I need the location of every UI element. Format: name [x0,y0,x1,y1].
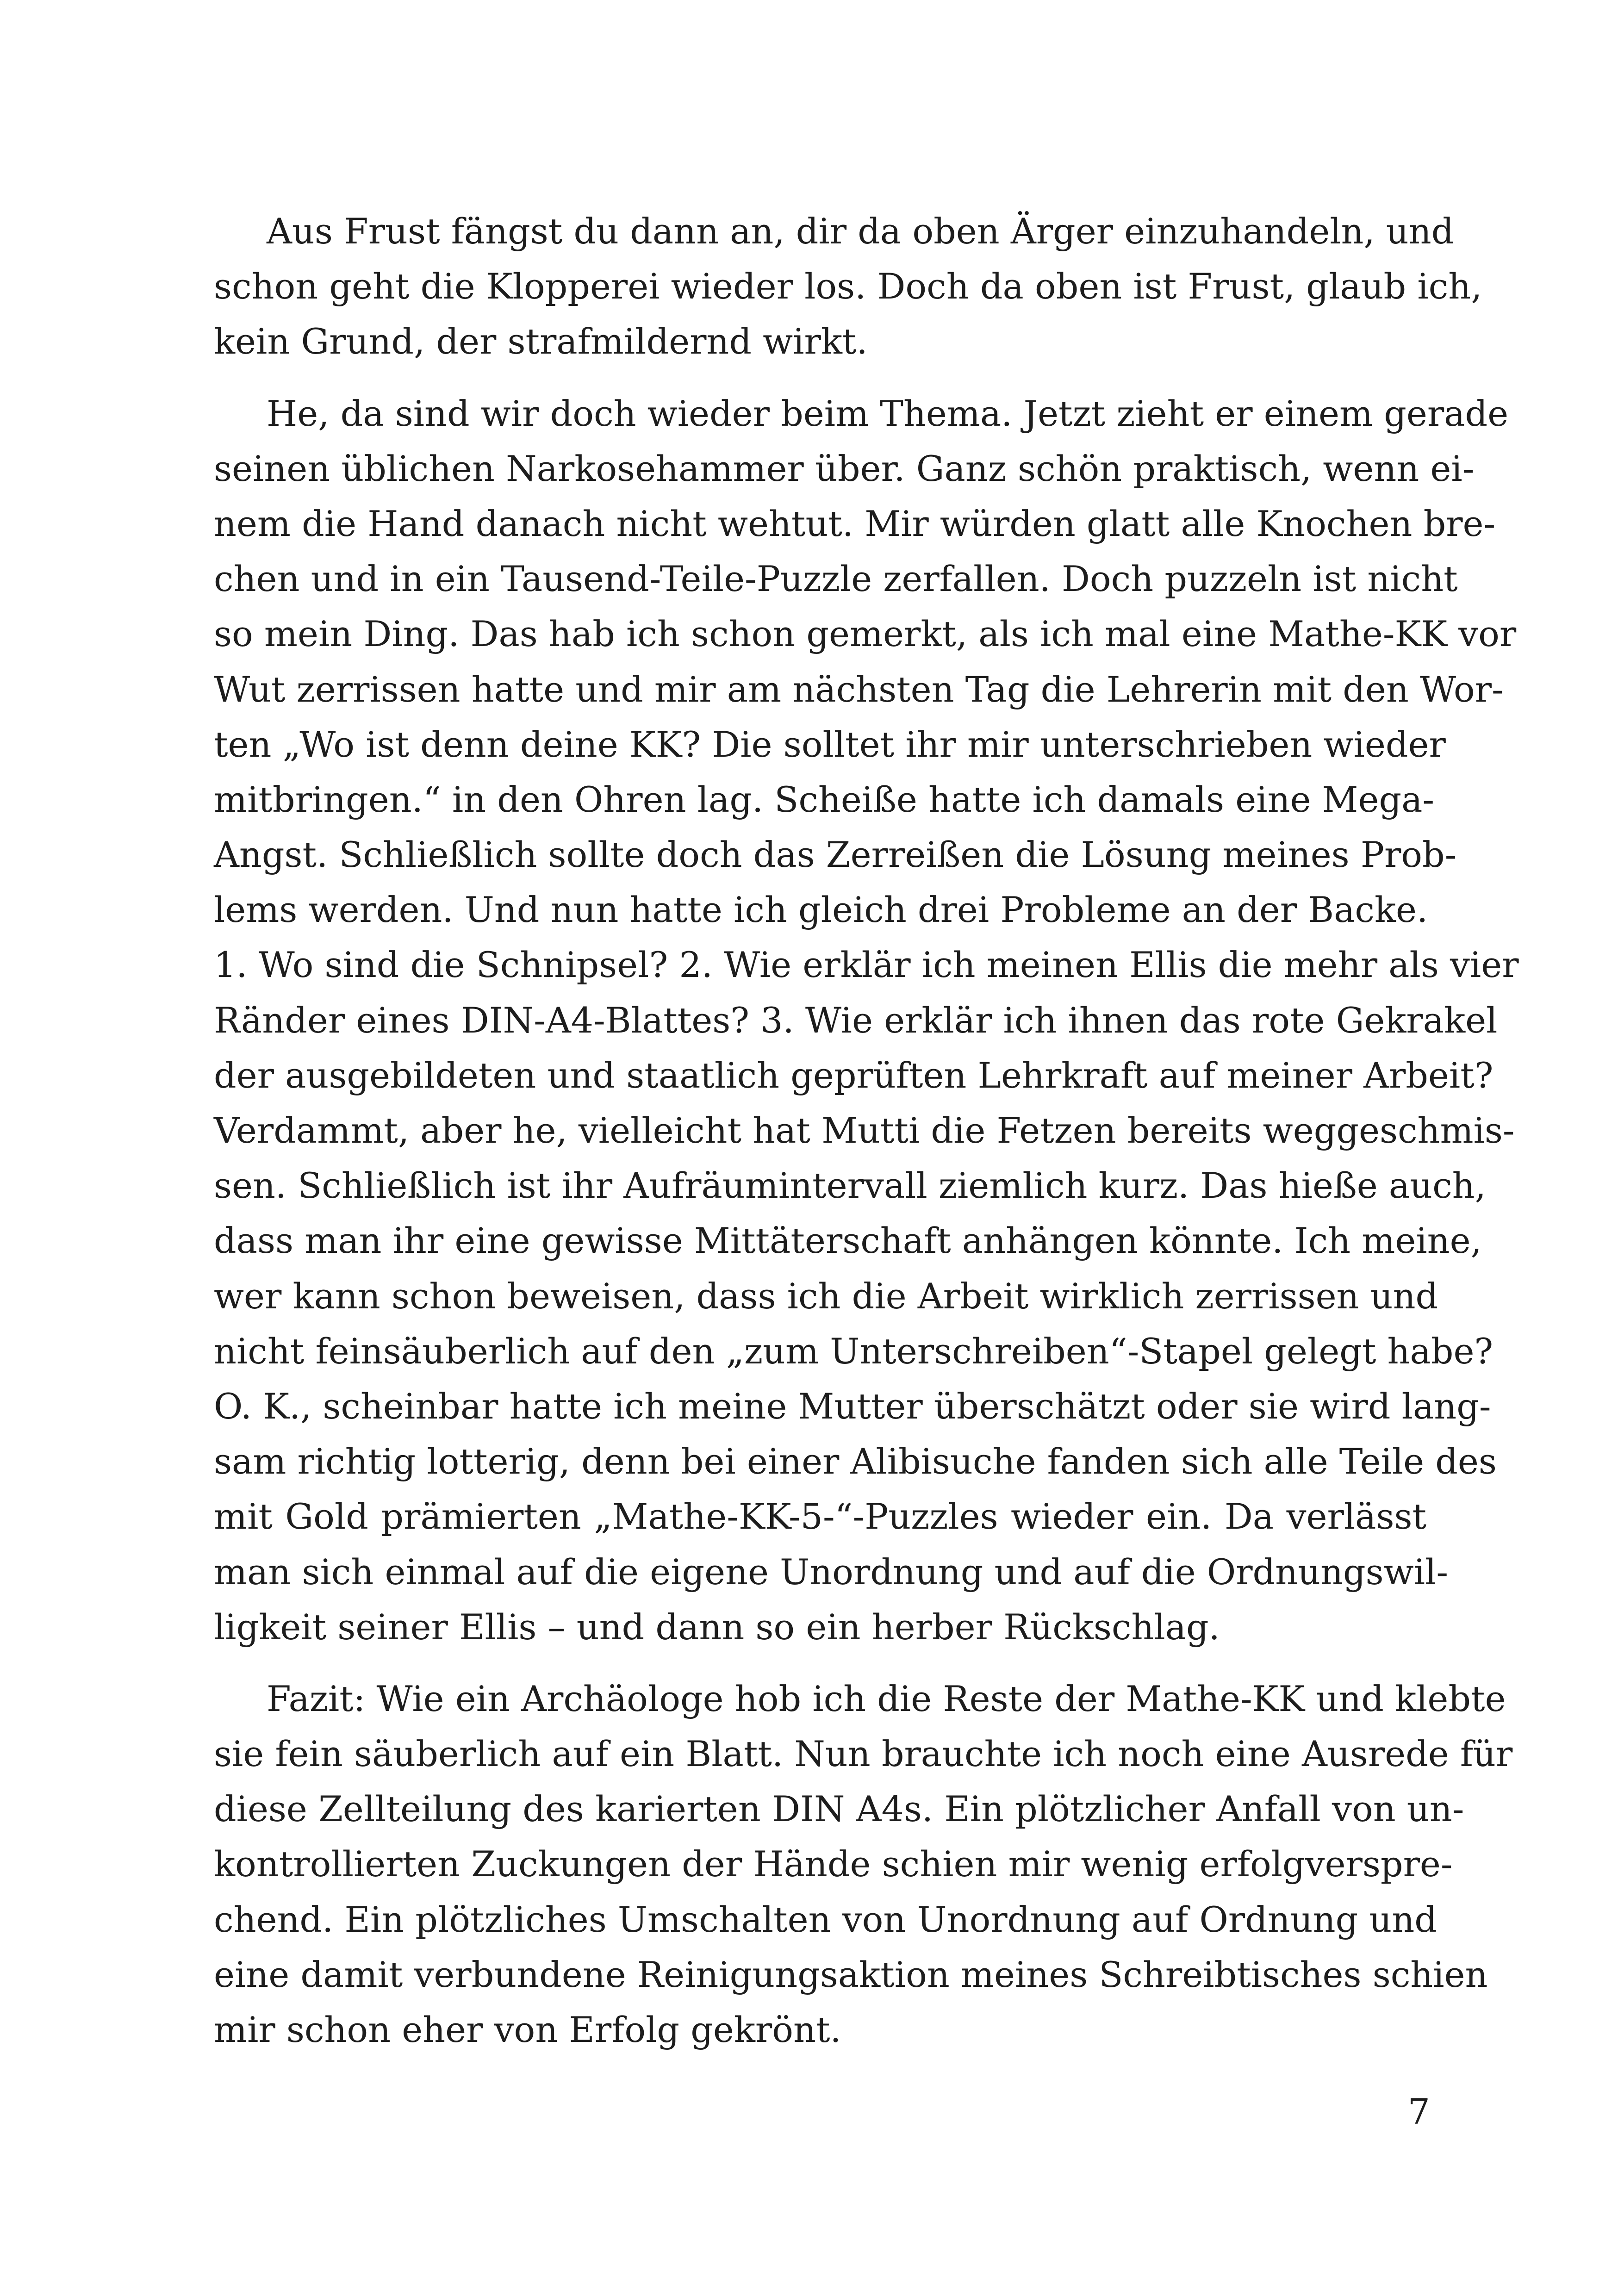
paragraph-3 [214,1671,1513,2057]
text-line: sam richtig lotterig, denn bei einer Alibisuche fanden sich alle Teile des [214,1441,1497,1482]
text-line: sen. Schließlich ist ihr Aufräumintervall ziemlich kurz. Das hieße auch, [214,1165,1486,1207]
text-line: He, da sind wir doch wieder beim Thema. Jetzt zieht er einem gerade [267,392,1509,434]
text-line: diese Zellteilung des karierten DIN A4s. Ein plötzlicher Anfall von un- [214,1788,1464,1830]
text-line: Ränder eines DIN-A4-Blattes? 3. Wie erklär ich ihnen das rote Gekrakel [214,999,1498,1041]
text-line: chen und in ein Tausend-Teile-Puzzle zerfallen. Doch puzzeln ist nicht [214,558,1458,600]
page-number: 7 [1407,2091,1430,2132]
text-line: man sich einmal auf die eigene Unordnung und auf die Ordnungswil- [214,1551,1449,1593]
paragraph-gap [214,1655,1426,1671]
paragraph-gap [214,369,1426,386]
text-line: Aus Frust fängst du dann an, dir da oben Ärger einzuhandeln, und [267,211,1454,252]
text-line: dass man ihr eine gewisse Mittäterschaft anhängen könnte. Ich meine, [214,1220,1482,1262]
text-line: mitbringen.“ in den Ohren lag. Scheiße hatte ich damals eine Mega- [214,778,1435,820]
text-line: Fazit: Wie ein Archäologe hob ich die Reste der Mathe-KK und klebte [267,1678,1506,1719]
text-line: eine damit verbundene Reinigungsaktion meines Schreibtisches schien [214,1954,1488,1995]
text-line: ten „Wo ist denn deine KK? Die solltet ihr mir unterschrieben wieder [214,723,1446,765]
text-line: Wut zerrissen hatte und mir am nächsten Tag die Lehrerin mit den Wor- [214,668,1504,710]
text-line: so mein Ding. Das hab ich schon gemerkt, als ich mal eine Mathe-KK vor [214,613,1517,655]
paragraph-2 [214,386,1519,1655]
text-line: wer kann schon beweisen, dass ich die Arbeit wirklich zerrissen und [214,1275,1438,1317]
text-line: 1. Wo sind die Schnipsel? 2. Wie erklär ich meinen Ellis die mehr als vier [214,944,1519,986]
text-line: nicht feinsäuberlich auf den „zum Unterschreiben“-Stapel gelegt habe? [214,1330,1494,1372]
text-line: Verdammt, aber he, vielleicht hat Mutti die Fetzen bereits weggeschmis- [214,1110,1515,1151]
text-line: kontrollierten Zuckungen der Hände schien mir wenig erfolgverspre- [214,1843,1453,1885]
text-line: kein Grund, der strafmildernd wirkt. [214,321,868,362]
text-line: mit Gold prämierten „Mathe-KK-5-“-Puzzles wieder ein. Da verlässt [214,1496,1426,1537]
text-line: lems werden. Und nun hatte ich gleich drei Probleme an der Backe. [214,889,1428,931]
text-line: Angst. Schließlich sollte doch das Zerreißen die Lösung meines Prob- [214,834,1457,876]
text-line: chend. Ein plötzliches Umschalten von Unordnung auf Ordnung und [214,1898,1437,1940]
text-line: schon geht die Klopperei wieder los. Doch da oben ist Frust, glaub ich, [214,266,1482,307]
text-line: ligkeit seiner Ellis – und dann so ein herber Rückschlag. [214,1606,1220,1648]
text-line: seinen üblichen Narkosehammer über. Ganz schön praktisch, wenn ei- [214,448,1475,489]
text-line: nem die Hand danach nicht wehtut. Mir würden glatt alle Knochen bre- [214,503,1496,544]
text-line: O. K., scheinbar hatte ich meine Mutter überschätzt oder sie wird lang- [214,1385,1491,1427]
text-line: mir schon eher von Erfolg gekrönt. [214,2009,841,2050]
text-line: sie fein säuberlich auf ein Blatt. Nun brauchte ich noch eine Ausrede für [214,1733,1513,1775]
text-line: der ausgebildeten und staatlich geprüften Lehrkraft auf meiner Arbeit? [214,1054,1494,1096]
body-text [214,204,1519,2057]
paragraph-1 [214,204,1482,369]
